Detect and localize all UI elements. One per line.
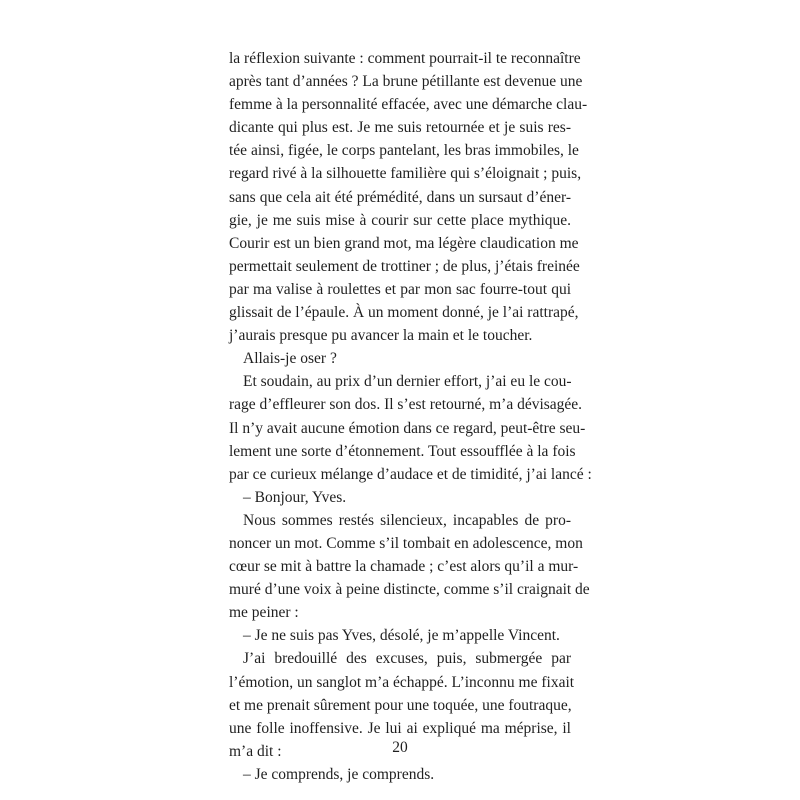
text-line: après tant d’années ? La brune pétillante est devenue une [229,73,583,91]
body-text [229,47,592,786]
text-line: Courir est un bien grand mot, ma légère claudication me [229,234,579,252]
text-line: m’a dit : [229,742,282,760]
text-line: dicante qui plus est. Je me suis retournée et je suis res- [229,119,571,137]
text-line: Allais-je oser ? [243,350,337,368]
text-line: Et soudain, au prix d’un dernier effort, j’ai eu le cou- [243,373,572,391]
text-line: permettait seulement de trottiner ; de plus, j’étais freinée [229,257,580,275]
text-line: j’aurais presque pu avancer la main et le toucher. [229,327,533,345]
text-line: la réflexion suivante : comment pourrait-il te reconnaître [229,50,581,67]
text-line: me peiner : [229,604,299,622]
text-line: regard rivé à la silhouette familière qui s’éloignait ; puis, [229,165,582,183]
text-line: l’émotion, un sanglot m’a échappé. L’inconnu me fixait [229,673,575,691]
text-line: par ce curieux mélange d’audace et de timidité, j’ai lancé : [229,465,592,483]
text-line: gie, je me suis mise à courir sur cette place mythique. [229,211,571,229]
text-line: Nous sommes restés silencieux, incapables de pro- [243,511,571,529]
text-line: lement une sorte d’étonnement. Tout essoufflée à la fois [229,442,576,460]
text-line: et me prenait sûrement pour une toquée, une foutraque, [229,696,572,714]
text-line: rage d’effleurer son dos. Il s’est retourné, m’a dévisagée. [229,396,583,414]
text-line: – Je comprends, je comprends. [243,765,435,783]
text-line: sans que cela ait été prémédité, dans un sursaut d’éner- [229,188,571,206]
text-line: par ma valise à roulettes et par mon sac fourre-tout qui [229,280,571,298]
text-line: – Je ne suis pas Yves, désolé, je m’appelle Vincent. [243,627,560,645]
text-line: muré d’une voix à peine distincte, comme s’il craignait de [229,581,590,599]
text-line: – Bonjour, Yves. [243,488,347,506]
text-line: glissait de l’épaule. À un moment donné, je l’ai rattrapé, [229,304,579,322]
text-line: noncer un mot. Comme s’il tombait en adolescence, mon [229,534,583,552]
text-line: J’ai bredouillé des excuses, puis, submergée par [243,650,571,668]
text-line: cœur se mit à battre la chamade ; c’est alors qu’il a mur- [229,558,579,576]
text-line: Il n’y avait aucune émotion dans ce regard, peut-être seu- [229,419,586,437]
text-line: femme à la personnalité effacée, avec une démarche clau- [229,96,588,114]
text-line: une folle inoffensive. Je lui ai expliqué ma méprise, il [229,719,571,737]
page-number: 20 [392,739,408,756]
text-line: tée ainsi, figée, le corps pantelant, les bras immobiles, le [229,142,579,160]
